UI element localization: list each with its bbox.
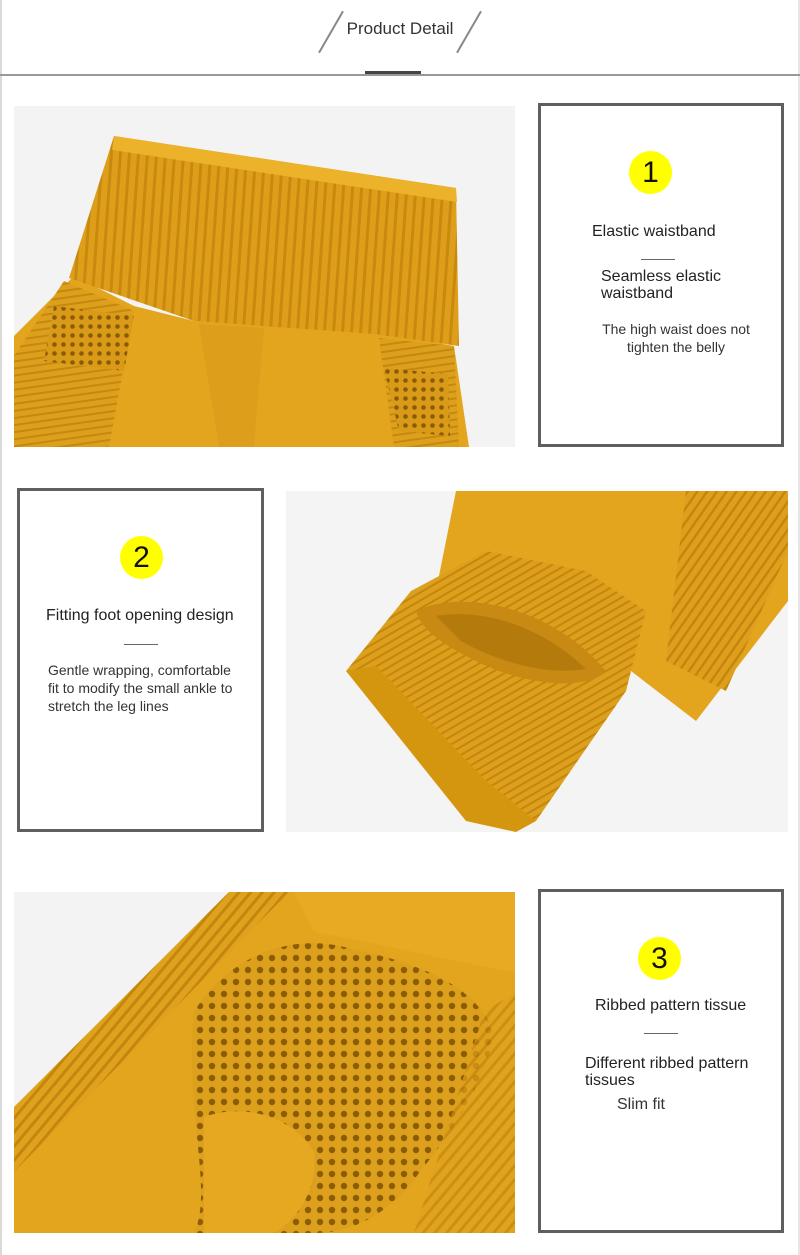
header-title-underline xyxy=(365,71,421,74)
header-divider xyxy=(0,74,800,76)
page-edge-left xyxy=(0,0,2,1255)
feature-title: Elastic waistband xyxy=(592,223,716,240)
feature-card-3 xyxy=(538,889,784,1233)
feature-card-1 xyxy=(538,103,784,447)
feature-divider xyxy=(641,259,675,260)
feature-card-2 xyxy=(17,488,264,832)
feature-number-badge: 2 xyxy=(120,536,163,579)
feature-description: Slim fit xyxy=(617,1096,665,1113)
page-title: Product Detail xyxy=(346,19,454,38)
feature-description: Gentle wrapping, comfortable fit to modify the small ankle to stretch the leg lines xyxy=(48,662,233,714)
feature-divider xyxy=(644,1033,678,1034)
feature-subtitle: Seamless elastic waistband xyxy=(601,268,722,302)
section-header xyxy=(0,0,800,78)
waistband-photo xyxy=(14,106,515,447)
feature-subtitle: Different ribbed pattern tissues xyxy=(585,1055,749,1089)
feature-title: Ribbed pattern tissue xyxy=(595,997,747,1014)
feature-number-badge: 3 xyxy=(638,937,681,980)
feature-title: Fitting foot opening design xyxy=(46,607,234,624)
ankle-cuff-photo xyxy=(286,491,788,832)
feature-number-badge: 1 xyxy=(629,151,672,194)
feature-divider xyxy=(124,644,158,645)
mesh-rib-photo xyxy=(14,892,515,1233)
feature-description: The high waist does not tighten the belly xyxy=(602,321,750,355)
